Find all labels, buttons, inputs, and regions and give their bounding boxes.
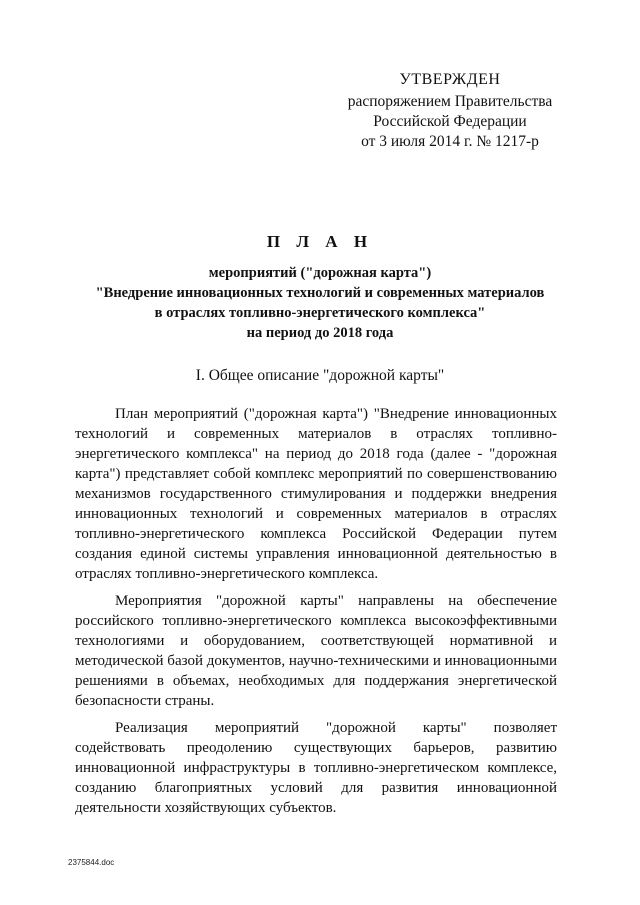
paragraph-2: Мероприятия "дорожной карты" направлены на обеспечение российского топливно-энергетического комплекса высокоэффективными технологиями и оборудованием, соответствующей нормативной и методической базой документов, научно-техническими и инновационными решениями в объемах, необходимых для поддержания энергетической безопасности страны. [75,593,557,709]
paragraph-3: Реализация мероприятий "дорожной карты" позволяет содействовать преодолению существующих барьеров, развитию инновационной инфраструктуры в топливно-энергетическом комплексе, созданию благоприятных условий для развития инновационной деятельности хозяйствующих субъектов. [75,720,557,816]
approved-label: УТВЕРЖДЕН [399,71,501,88]
approval-line-1: распоряжением Правительства [347,93,553,110]
paragraph-1: План мероприятий ("дорожная карта") "Внедрение инновационных технологий и современных материалов в отраслях топливно-энергетического комплекса" на период до 2018 года (далее - "дорожная карта") представляет собой комплекс мероприятий по совершенствованию механизмов государственного стимулирования и поддержки внедрения инновационных технологий и современных материалов в отраслях топливно-энергетического комплекса Российской Федерации путем создания единой системы управления инновационной деятельностью в отраслях топливно-энергетического комплекса. [75,406,557,582]
footer-file-code: 2375844.doc [68,858,115,867]
title-line-2: "Внедрение инновационных технологий и современных материалов [95,285,545,301]
plan-title: П Л А Н [266,232,374,251]
section-heading: I. Общее описание "дорожной карты" [195,367,445,384]
body-text [75,404,557,825]
title-line-3: в отраслях топливно-энергетического комплекса" [154,305,486,321]
title-line-4: на период до 2018 года [246,325,394,341]
title-line-1: мероприятий ("дорожная карта") [208,265,432,281]
document-title-block [70,232,570,343]
approval-line-3: от 3 июля 2014 г. № 1217-р [361,133,539,150]
approval-line-2: Российской Федерации [373,113,527,130]
approval-stamp-block [330,70,570,152]
